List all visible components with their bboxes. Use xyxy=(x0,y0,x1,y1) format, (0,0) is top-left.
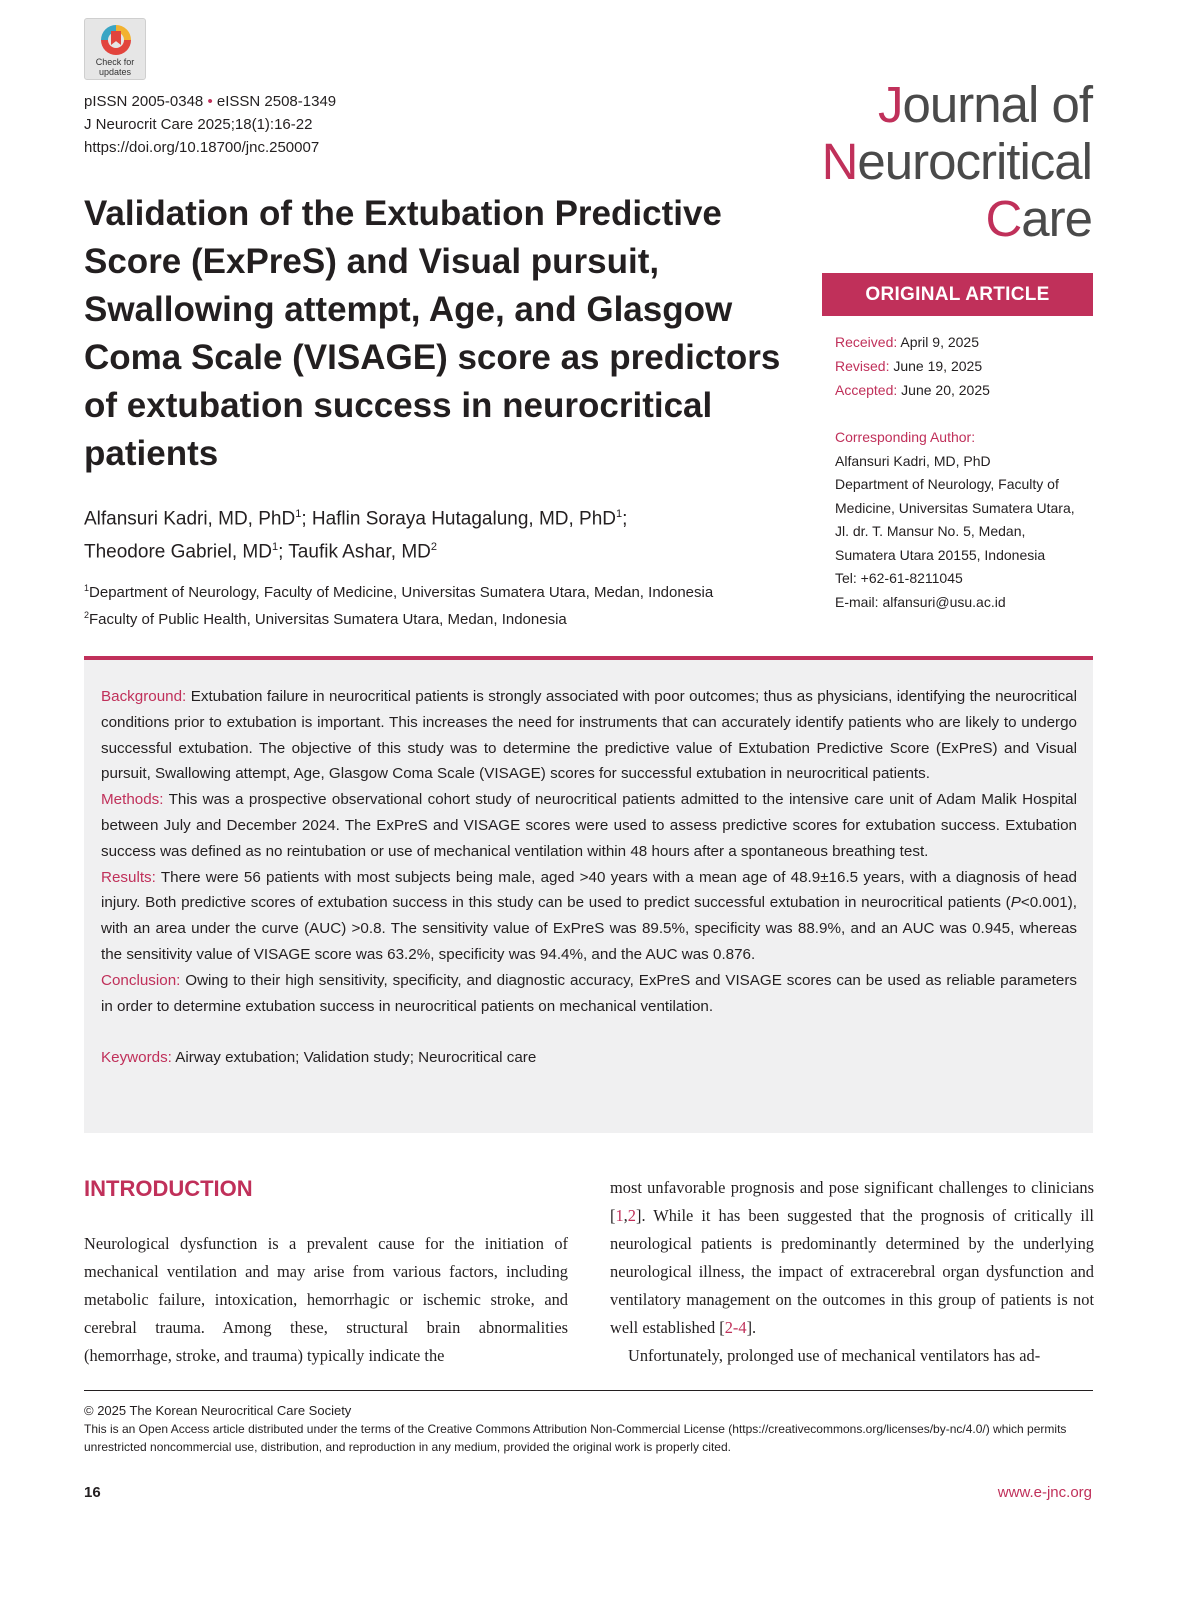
introduction-heading: INTRODUCTION xyxy=(84,1176,253,1201)
intro-text-a: most unfavorable prognosis and pose significant challenges to clinicians [ xyxy=(610,1178,1094,1225)
copyright: © 2025 The Korean Neurocritical Care Society xyxy=(84,1403,352,1418)
received-label: Received: xyxy=(835,334,898,350)
background-label: Background: xyxy=(101,688,187,705)
issn-line xyxy=(84,90,336,113)
article-title: Validation of the Extubation Predictive Score (ExPreS) and Visual pursuit, Swallowing attempt, Age, and Glasgow Coma Scale (VISAGE) score as predictors of extubation success in neurocritical patients xyxy=(84,194,781,473)
affiliation-1 xyxy=(84,577,804,604)
accepted-date: June 20, 2025 xyxy=(901,382,990,398)
journal-logo xyxy=(822,76,1092,247)
corresponding-tel: Tel: +62-61-8211045 xyxy=(835,570,963,586)
abstract-keywords xyxy=(101,1045,1077,1071)
author-4[interactable]: ; Taufik Ashar, MD xyxy=(278,541,431,563)
author-3-affil: 1 xyxy=(271,541,279,554)
affiliation-2 xyxy=(84,604,804,631)
corresponding-name: Alfansuri Kadri, MD, PhD xyxy=(835,452,991,469)
article-dates xyxy=(835,330,990,402)
logo-text-1: ournal of xyxy=(902,76,1092,133)
body-column-right xyxy=(610,1174,1094,1370)
header-meta xyxy=(84,90,336,159)
check-for-updates-label: Check for updates xyxy=(95,57,135,77)
article-type-badge: ORIGINAL ARTICLE xyxy=(822,273,1093,316)
affiliation-1-num: 1 xyxy=(84,583,90,593)
logo-text-2: eurocritical xyxy=(857,133,1092,190)
affiliation-1-text: Department of Neurology, Faculty of Medicine, Universitas Sumatera Utara, Medan, Indonesia xyxy=(89,584,714,601)
corresponding-dept-2: Medicine, Universitas Sumatera Utara, xyxy=(835,499,1075,516)
results-text-1: There were 56 patients with most subjects being male, aged >40 years with a mean age of 48.9±16.5 years, with a diagnosis of head injury. Both predictive scores of extubation success in this study can be used to predict successful extubation in neurocritical patients ( xyxy=(101,868,1077,912)
author-separator: ; xyxy=(622,508,628,530)
author-1[interactable]: Alfansuri Kadri, MD, PhD xyxy=(84,508,296,530)
footer-rule xyxy=(84,1390,1093,1391)
keywords-text: Airway extubation; Validation study; Neurocritical care xyxy=(175,1049,537,1067)
methods-text: This was a prospective observational cohort study of neurocritical patients admitted to the intensive care unit of Adam Malik Hospital between July and December 2024. The ExPreS and VISAGE scores were used to assess predictive scores for extubation success. Extubation success was defined as no reintubation or use of mechanical ventilation within 48 hours after a spontaneous breathing test. xyxy=(101,791,1077,860)
page-number: 16 xyxy=(84,1484,101,1501)
conclusion-label: Conclusion: xyxy=(101,971,181,989)
corresponding-email[interactable]: E-mail: alfansuri@usu.ac.id xyxy=(835,593,1006,610)
revised-date: June 19, 2025 xyxy=(893,358,983,374)
abstract-conclusion xyxy=(101,968,1077,1020)
corresponding-addr-1: Jl. dr. T. Mansur No. 5, Medan, xyxy=(835,523,1026,539)
author-2[interactable]: ; Haflin Soraya Hutagalung, MD, PhD xyxy=(301,508,617,530)
author-4-affil: 2 xyxy=(430,541,437,554)
eissn: eISSN 2508-1349 xyxy=(216,93,337,110)
logo-cap-c: C xyxy=(985,190,1022,247)
results-p-symbol: P xyxy=(1010,894,1021,912)
corresponding-dept-1: Department of Neurology, Faculty of xyxy=(835,476,1059,492)
logo-text-3: are xyxy=(1021,190,1092,247)
check-for-updates-badge[interactable] xyxy=(84,18,146,80)
body-column-left xyxy=(84,1230,568,1370)
conclusion-text: Owing to their high sensitivity, specificity, and diagnostic accuracy, ExPreS and VISAGE scores can be used as reliable parameters in order to determine extubation success in neurocritical patients on mechanical ventilation. xyxy=(101,971,1077,1015)
ref-link-2[interactable]: 2 xyxy=(627,1206,636,1225)
corresponding-author xyxy=(835,426,1097,614)
corresponding-label: Corresponding Author: xyxy=(835,429,976,445)
license-text: This is an Open Access article distributed under the terms of the Creative Commons Attribution Non-Commercial License (https://creativecommons.org/licenses/by-nc/4.0/) which permits unrestricted noncommercial use, distribution, and reproduction in any medium, provided the original work is properly cited. xyxy=(84,1422,1067,1454)
abstract-methods xyxy=(101,787,1077,864)
doi-link[interactable]: https://doi.org/10.18700/jnc.250007 xyxy=(84,139,320,156)
logo-cap-n: N xyxy=(821,133,858,190)
intro-text-b: ]. While it has been suggested that the prognosis of critically ill neurological patients is predominantly determined by the underlying neurological illness, the impact of extracerebral organ dysfunction and ventilatory management on the outcomes in this group of patients is not well established [ xyxy=(610,1206,1094,1337)
affiliation-2-text: Faculty of Public Health, Universitas Sumatera Utara, Medan, Indonesia xyxy=(89,611,567,628)
ref-link-2-4[interactable]: 2-4 xyxy=(724,1318,747,1337)
intro-paragraph-2 xyxy=(610,1174,1094,1342)
author-2-affil: 1 xyxy=(616,508,623,520)
methods-label: Methods: xyxy=(101,791,164,809)
background-text: Extubation failure in neurocritical patients is strongly associated with poor outcomes; thus as physicians, identifying the neurocritical conditions prior to extubation is important. This increases the need for instruments that can accurately identify patients who are likely to undergo successful extubation. The objective of this study was to determine the predictive value of Extubation Predictive Score (ExPreS) and Visual pursuit, Swallowing attempt, Age, Glasgow Coma Scale (VISAGE) scores for successful extubation in neurocritical patients. xyxy=(101,688,1077,783)
intro-paragraph-3: Unfortunately, prolonged use of mechanical ventilators has ad- xyxy=(628,1346,1041,1365)
author-list xyxy=(84,500,784,567)
affiliations xyxy=(84,577,804,631)
issn-separator: • xyxy=(207,93,213,110)
corresponding-addr-2: Sumatera Utara 20155, Indonesia xyxy=(835,546,1046,563)
license-footer xyxy=(84,1402,1099,1456)
logo-cap-j: J xyxy=(878,76,903,133)
citation: J Neurocrit Care 2025;18(1):16-22 xyxy=(84,116,313,133)
ref-link-1[interactable]: 1 xyxy=(615,1206,624,1225)
ref-separator: , xyxy=(623,1206,628,1225)
results-text-2: <0.001), with an area under the curve (AUC) >0.8. The sensitivity value of ExPreS was 89.5%, specificity was 88.9%, and an AUC was 0.945, whereas the sensitivity value of VISAGE score was 63.2%, specificity was 94.4%, and the AUC was 0.876. xyxy=(101,894,1077,963)
pissn: pISSN 2005-0348 xyxy=(84,93,204,110)
revised-label: Revised: xyxy=(835,358,890,374)
abstract-box xyxy=(84,660,1093,1133)
affiliation-2-num: 2 xyxy=(84,610,90,620)
accepted-label: Accepted: xyxy=(835,382,898,398)
author-1-affil: 1 xyxy=(295,508,302,520)
received-date: April 9, 2025 xyxy=(900,334,979,350)
intro-paragraph-1: Neurological dysfunction is a prevalent cause for the initiation of mechanical ventilation and may arise from various factors, including metabolic failure, intoxication, hemorrhagic or ischemic stroke, and cerebral trauma. Among these, structural brain abnormalities (hemorrhage, stroke, and trauma) typically indicate the xyxy=(84,1234,568,1365)
intro-text-c: ]. xyxy=(746,1318,757,1337)
results-label: Results: xyxy=(101,868,156,886)
journal-website-link[interactable]: www.e-jnc.org xyxy=(997,1484,1092,1501)
keywords-label: Keywords: xyxy=(101,1049,172,1067)
author-3[interactable]: Theodore Gabriel, MD xyxy=(84,541,272,563)
abstract-results xyxy=(101,865,1077,968)
abstract-background xyxy=(101,684,1077,787)
